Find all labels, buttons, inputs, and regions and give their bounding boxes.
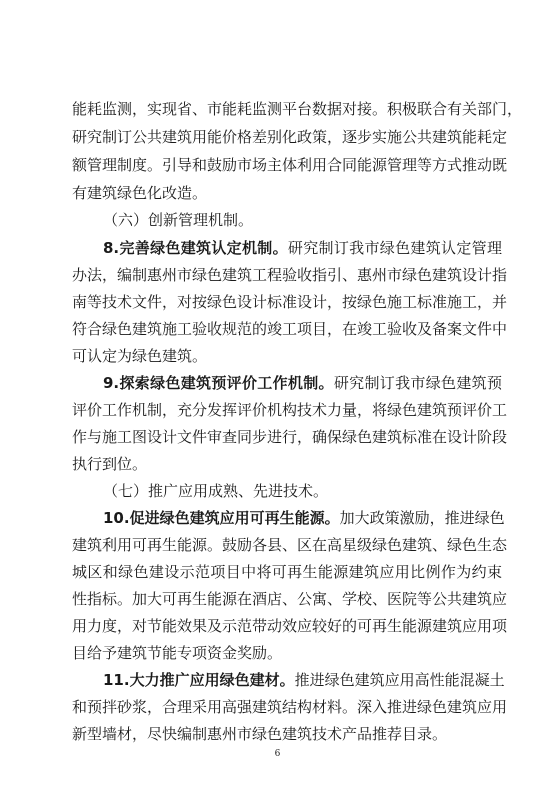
body-line: 可认定为绿色建筑。 — [72, 347, 208, 365]
body-line: 额管理制度。引导和鼓励市场主体利用合同能源管理等方式推动既 — [72, 156, 508, 174]
body-line: 办法，编制惠州市绿色建筑工程验收指引、惠州市绿色建筑设计指 — [72, 266, 508, 284]
body-line: 城区和绿色建设示范项目中将可再生能源建筑应用比例作为约束 — [72, 563, 502, 581]
item-heading: 11.大力推广应用绿色建材。 — [103, 671, 295, 689]
section-heading: （七）推广应用成熟、先进技术。 — [103, 482, 329, 500]
body-line: 执行到位。 — [72, 455, 148, 473]
item-first-line — [103, 373, 502, 393]
body-line: 符合绿色建筑施工验收规范的竣工项目，在竣工验收及备案文件中 — [72, 320, 508, 338]
body-line: 用力度，对节能效果及示范带动效应较好的可再生能源建筑应用项 — [72, 617, 508, 635]
item-heading: 10.促进绿色建筑应用可再生能源。 — [103, 509, 340, 527]
page-number: 6 — [274, 749, 281, 759]
item-text: 推进绿色建筑应用高性能混凝土 — [294, 671, 505, 689]
body-line: 能耗监测，实现省、市能耗监测平台数据对接。积极联合有关部门， — [72, 100, 523, 118]
item-heading: 8.完善绿色建筑认定机制。 — [103, 239, 288, 257]
item-heading: 9.探索绿色建筑预评价工作机制。 — [103, 374, 334, 392]
item-first-line — [103, 508, 505, 528]
body-line: 新型墙材，尽快编制惠州市绿色建筑技术产品推荐目录。 — [72, 725, 448, 743]
body-line: 性指标。加大可再生能源在酒店、公寓、学校、医院等公共建筑应 — [72, 590, 508, 608]
item-text: 加大政策激励，推进绿色 — [339, 509, 505, 527]
item-first-line — [103, 238, 502, 258]
section-heading: （六）创新管理机制。 — [103, 211, 254, 229]
body-line: 南等技术文件，对按绿色设计标准设计，按绿色施工标准施工，并 — [72, 293, 508, 311]
body-line: 有建筑绿色化改造。 — [72, 184, 208, 202]
body-line: 评价工作机制，充分发挥评价机构技术力量，将绿色建筑预评价工 — [72, 401, 508, 419]
item-first-line — [103, 670, 505, 690]
body-line: 建筑利用可再生能源。鼓励各县、区在高星级绿色建筑、绿色生态 — [72, 536, 508, 554]
body-line: 目给予建筑节能专项资金奖励。 — [72, 644, 283, 662]
item-text: 研究制订我市绿色建筑预 — [333, 374, 502, 392]
body-line: 和预拌砂浆，合理采用高强建筑结构材料。深入推进绿色建筑应用 — [72, 698, 508, 716]
item-text: 研究制订我市绿色建筑认定管理 — [287, 239, 502, 257]
body-line: 作与施工图设计文件审查同步进行，确保绿色建筑标准在设计阶段 — [72, 428, 508, 446]
body-line: 研究制订公共建筑用能价格差别化政策，逐步实施公共建筑能耗定 — [72, 128, 508, 146]
